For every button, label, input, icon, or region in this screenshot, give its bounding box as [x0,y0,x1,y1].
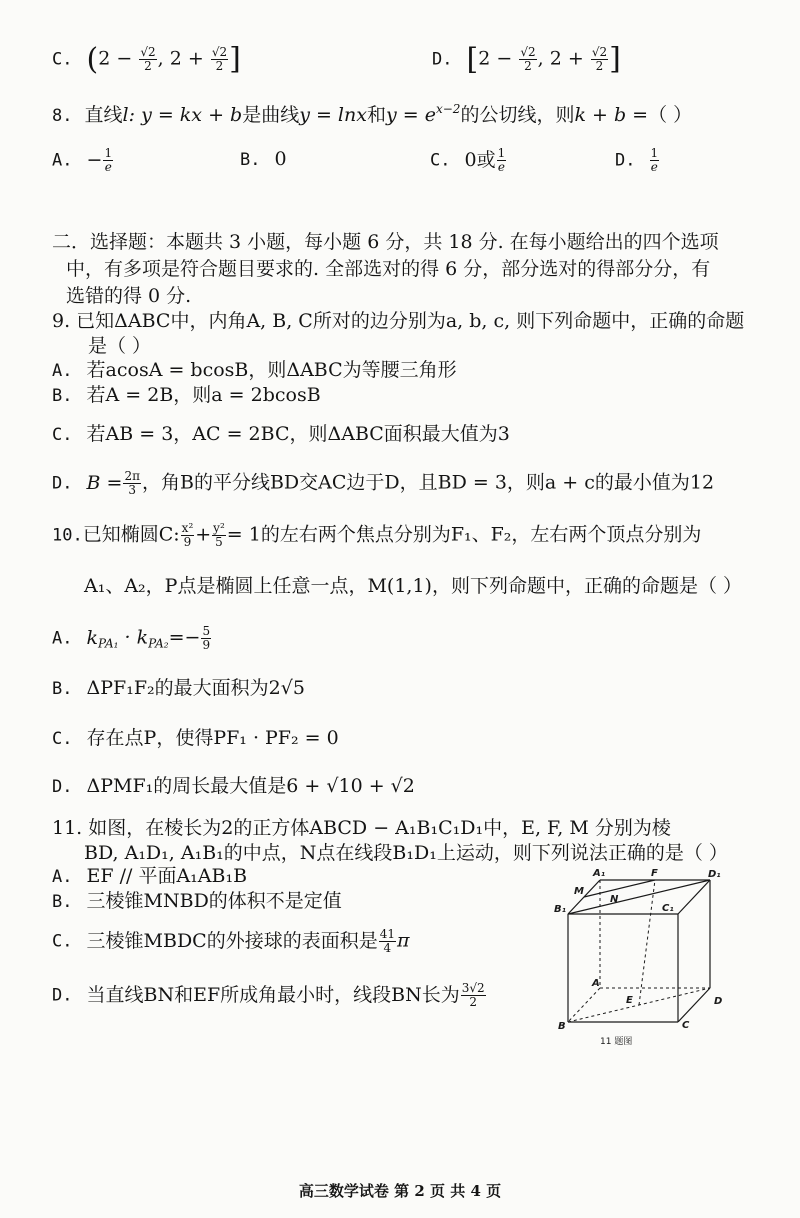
q8-option-d: D. $\frac{1}{e}$ [615,146,659,174]
label-d: D [714,996,723,1007]
figure-caption: 11 题图 [600,1037,633,1047]
section2-line1: 二．选择题：本题共 3 小题，每小题 6 分，共 18 分. 在每小题给出的四个选项 [52,231,719,253]
section2-line2: 中，有多项是符合题目要求的. 全部选对的得 6 分，部分选对的得部分分，有 [66,258,711,280]
label-f: F [651,868,658,879]
q9-option-b: B. 若A = 2B，则a = 2bcosB [52,384,321,406]
label-m: M [574,886,584,897]
q8-option-a: A. − $\frac{1}{e}$ [52,146,113,174]
cube-figure [548,866,738,1048]
section2-line3: 选错的得 0 分. [66,285,192,307]
label-n: N [610,894,619,905]
label-a: A [592,978,600,989]
label-a1: A₁ [593,868,606,879]
q10-stem: 10.已知椭圆C: $\frac{\text{x²}}{9}$ + $\frac{\text{y²}}{5}$ = 1的左右两个焦点分别为F₁、F₂，左右两个顶点分别为 [52,521,702,549]
label-d1: D₁ [708,869,721,880]
q8-option-c: C. 0或 $\frac{1}{e}$ [430,146,506,174]
label-e: E [626,995,633,1006]
q11-option-c: C. 三棱锥MBDC的外接球的表面积是 $\frac{41}{4}$ π [52,927,410,955]
q11-option-d: D. 当直线BN和EF所成角最小时，线段BN长为 $\frac{3√2}{2}$ [52,981,485,1009]
q9-option-d: D. B = $\frac{2\pi}{3}$ ，角B的平分线BD交AC边于D，且BD = 3，则a + c的最小值为12 [52,469,715,497]
q10-option-a: A. $k_{PA_1} \cdot k_{PA_2}=-$ $\frac{5}{9}$ [52,624,211,652]
q9-stem: 9. 已知ΔABC中，内角A, B, C所对的边分别为a, b, c, 则下列命题中，正确的命题 [52,310,745,332]
q7-option-d: D. [2 − $\frac{√2}{2}$ , 2 + $\frac{√2}{2}$ ] [432,41,621,77]
q9-stem-cont: 是（ ） [88,335,152,357]
q10-option-c: C. 存在点P，使得PF₁ · PF₂ = 0 [52,727,339,749]
label-b1: B₁ [554,904,567,915]
q11-stem: 11. 如图，在棱长为2的正方体ABCD − A₁B₁C₁D₁中，E, F, M 分别为棱 [52,817,671,839]
q8-stem: 8. 直线l: y = kx + b是曲线y = lnx和$y = e^{x-2}$的公切线，则k + b =（ ） [52,102,693,126]
q11-option-a: A. EF // 平面A₁AB₁B [52,865,248,887]
q10-option-b: B. ΔPF₁F₂的最大面积为2√5 [52,677,305,699]
q9-option-c: C. 若AB = 3，AC = 2BC，则ΔABC面积最大值为3 [52,423,510,445]
q11-stem-cont: BD, A₁D₁, A₁B₁的中点，N点在线段B₁D₁上运动，则下列说法正确的是（ ） [84,842,728,864]
label-c: C [682,1020,690,1031]
label-c1: C₁ [662,903,674,914]
q10-option-d: D. ΔPMF₁的周长最大值是6 + √10 + √2 [52,775,415,797]
page-footer: 高三数学试卷 第 2 页 共 4 页 [298,1182,502,1200]
q7-option-c: C. (2 − $\frac{√2}{2}$ , 2 + $\frac{√2}{2}$ ] [52,41,241,77]
q10-stem-cont: A₁、A₂，P点是椭圆上任意一点，M(1,1)，则下列命题中，正确的命题是（ ） [84,575,742,597]
label-b: B [558,1021,566,1032]
q9-option-a: A. 若acosA = bcosB，则ΔABC为等腰三角形 [52,359,457,381]
q8-option-b: B. 0 [240,148,287,170]
q11-option-b: B. 三棱锥MNBD的体积不是定值 [52,890,342,912]
